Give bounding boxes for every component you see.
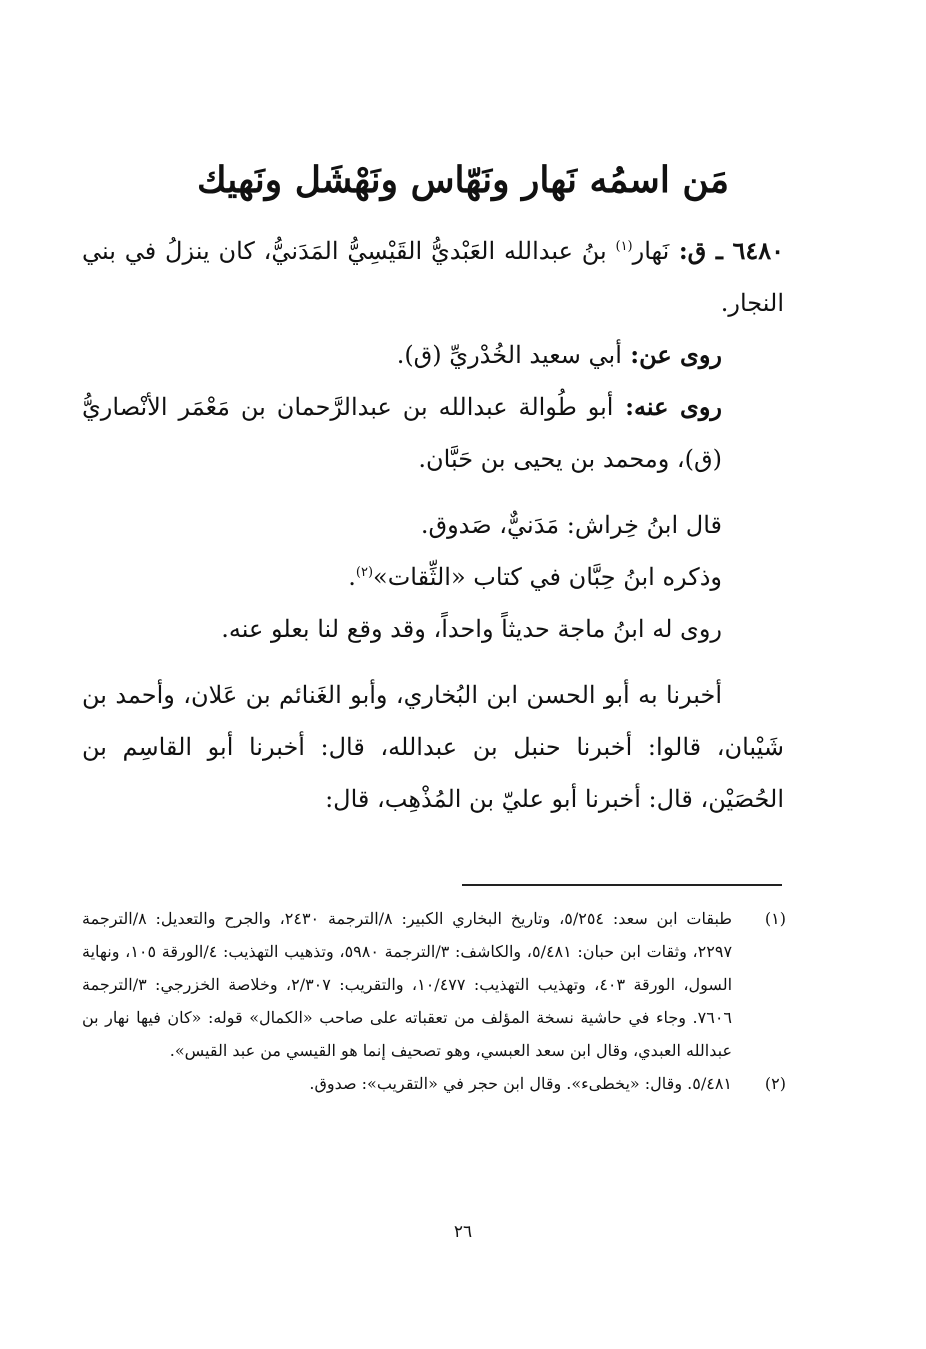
footnote-number: (١) <box>764 909 786 928</box>
footnote-mark-2[interactable]: (٢) <box>355 565 374 580</box>
footnotes <box>82 902 786 1100</box>
narrated-from-text: أبي سعيد الخُدْريِّ (ق). <box>396 341 622 369</box>
spacer <box>82 655 784 669</box>
footnote-divider <box>462 884 782 886</box>
narrated-from-label: روى عن: <box>621 340 722 369</box>
footnote-number: (٢) <box>764 1074 786 1093</box>
narrated-by-text: أبو طُوالة عبدالله بن عبدالرَّحمان بن مَعْمَر الأنْصاريُّ (ق)، ومحمد بن يحيى بن حَبَّان. <box>82 393 722 473</box>
main-text <box>82 225 784 825</box>
footnote-text: طبقات ابن سعد: ٥/٢٥٤، وتاريخ البخاري الكبير: ٨/الترجمة ٢٤٣٠، والجرح والتعديل: ٨/الترجمة ٢٢٩٧، وثقات ابن حبان: ٥/٤٨١، والكاشف: ٣/الترجمة ٥٩٨٠، وتذهيب التهذيب: ٤/الورقة ١٠٥، ونهاية السول، الورقة ٤٠٣، وتهذيب التهذيب: ١٠/٤٧٧، والتقريب: ٢/٣٠٧، وخلاصة الخزرجي: ٣/الترجمة ٧٦٠٦. وجاء في حاشية نسخة المؤلف من تعقباته على صاحب «الكمال» قوله: «كان فيها نهار بن عبدالله العبدي، وقال ابن سعد العبسي، وهو تصحيف إنما هو القيسي من عبد القيس». <box>82 909 733 1060</box>
footnote-2 <box>82 1067 786 1100</box>
narrated-by-label: روى عنه: <box>613 392 723 421</box>
page-number: ٢٦ <box>453 1222 473 1242</box>
isnad-paragraph: أخبرنا به أبو الحسن ابن البُخاري، وأبو الغَنائم بن عَلان، وأحمد بن شَيْبان، قالوا: أخبرنا حنبل بن عبدالله، قال: أخبرنا أبو القاسِم بن الحُصَيْن، قال: أخبرنا أبو عليّ بن المُذْهِب، قال: <box>82 681 784 813</box>
narrated-from <box>82 329 784 381</box>
statement-ibn-majah: روى له ابنُ ماجة حديثاً واحداً، وقد وقع لنا بعلو عنه. <box>221 615 722 643</box>
statement-ibn-hibban-end: . <box>348 563 356 591</box>
entry-number: ٦٤٨٠ ـ ق: <box>669 236 784 265</box>
statement-ibn-hibban-text: وذكره ابنُ حِبَّان في كتاب «الثِّقات» <box>373 563 722 591</box>
entry-description: بنُ عبدالله العَبْديُّ القَيْسِيُّ المَدَنيُّ، كان ينزلُ في بني النجار. <box>82 237 784 317</box>
statement-ibn-khirash: قال ابنُ خِراش: مَدَنيٌّ، صَدوق. <box>420 511 722 539</box>
footnote-text: ٥/٤٨١. وقال: «يخطىء». وقال ابن حجر في «التقريب»: صدوق. <box>309 1074 732 1093</box>
statement-ibn-hibban <box>82 551 784 603</box>
entry-heading <box>82 225 784 329</box>
section-title: مَن اسمُه نَهار ونَهّاس ونَهْشَل ونَهيك <box>196 159 730 201</box>
footnote-1 <box>82 902 786 1067</box>
spacer <box>82 485 784 499</box>
narrated-by <box>82 381 784 485</box>
entry-name: نَهار <box>632 237 670 265</box>
footnote-mark-1[interactable]: (١) <box>615 239 633 254</box>
